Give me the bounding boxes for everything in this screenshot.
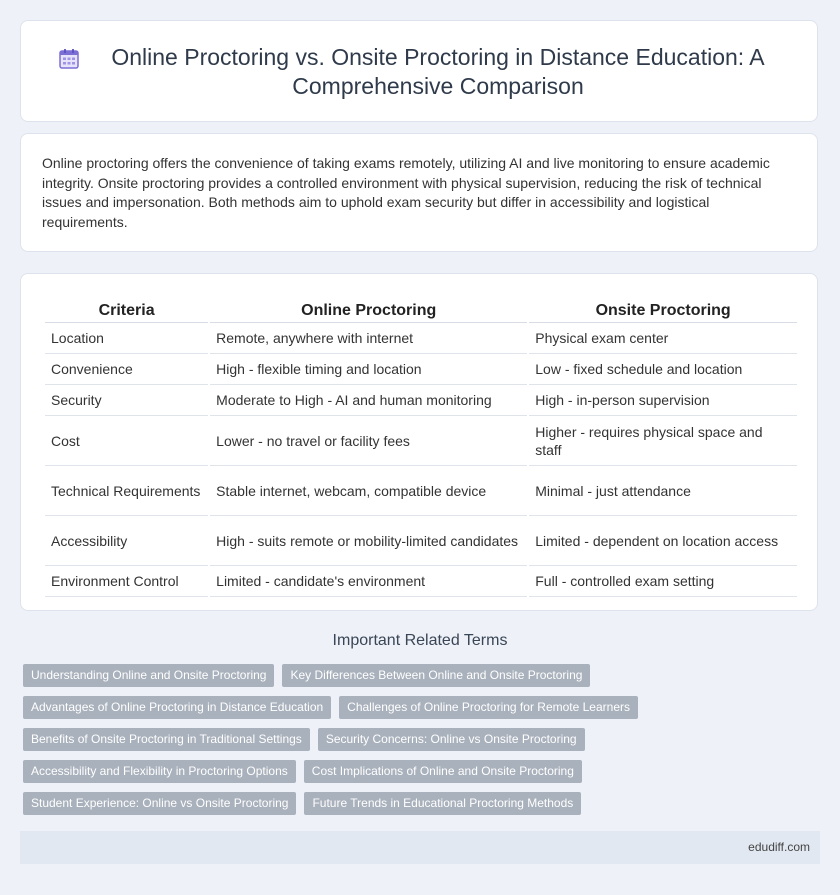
table-cell-onsite: Higher - requires physical space and staff bbox=[529, 416, 797, 466]
related-term-tag[interactable]: Student Experience: Online vs Onsite Proctoring bbox=[23, 792, 296, 815]
intro-card bbox=[20, 133, 818, 252]
related-term-tag[interactable]: Accessibility and Flexibility in Proctoring Options bbox=[23, 760, 296, 783]
page-title: Online Proctoring vs. Onsite Proctoring in Distance Education: A Comprehensive Comparison bbox=[111, 44, 765, 99]
table-cell-onsite: Low - fixed schedule and location bbox=[529, 354, 797, 385]
table-cell-online: Remote, anywhere with internet bbox=[210, 323, 527, 354]
table-cell-onsite: Limited - dependent on location access bbox=[529, 516, 797, 566]
table-cell-criteria: Location bbox=[45, 323, 208, 354]
related-terms-title: Important Related Terms bbox=[332, 632, 508, 649]
table-cell-online: Stable internet, webcam, compatible device bbox=[210, 466, 527, 516]
table-cell-criteria: Security bbox=[45, 385, 208, 416]
intro-paragraph: Online proctoring offers the convenience of taking exams remotely, utilizing AI and live monitoring to ensure academic integrity. Onsite proctoring provides a controlled environment with physical supervision, reducing the risk of technical issues and impersonation. Both methods aim to uphold exam security but differ in accessibility and logistical requirements. bbox=[42, 155, 770, 230]
related-term-tag[interactable]: Benefits of Onsite Proctoring in Traditional Settings bbox=[23, 728, 310, 751]
table-cell-criteria: Environment Control bbox=[45, 566, 208, 597]
table-row bbox=[45, 323, 797, 354]
table-cell-online: High - suits remote or mobility-limited candidates bbox=[210, 516, 527, 566]
table-cell-onsite: High - in-person supervision bbox=[529, 385, 797, 416]
related-term-tag[interactable]: Cost Implications of Online and Onsite Proctoring bbox=[304, 760, 582, 783]
table-cell-online: Lower - no travel or facility fees bbox=[210, 416, 527, 466]
table-row bbox=[45, 354, 797, 385]
related-term-tag[interactable]: Key Differences Between Online and Onsite Proctoring bbox=[282, 664, 590, 687]
table-cell-online: High - flexible timing and location bbox=[210, 354, 527, 385]
footer-site-link[interactable]: edudiff.com bbox=[748, 840, 810, 854]
table-row bbox=[45, 566, 797, 597]
table-cell-criteria: Accessibility bbox=[45, 516, 208, 566]
table-cell-criteria: Convenience bbox=[45, 354, 208, 385]
table-row bbox=[45, 416, 797, 466]
related-term-tag[interactable]: Advantages of Online Proctoring in Distance Education bbox=[23, 696, 331, 719]
table-cell-criteria: Technical Requirements bbox=[45, 466, 208, 516]
table-cell-online: Limited - candidate's environment bbox=[210, 566, 527, 597]
title-card bbox=[20, 20, 818, 122]
comparison-table-card bbox=[20, 273, 818, 611]
table-cell-onsite: Minimal - just attendance bbox=[529, 466, 797, 516]
table-row bbox=[45, 516, 797, 566]
comparison-table bbox=[43, 294, 799, 597]
related-term-tag[interactable]: Understanding Online and Onsite Proctoring bbox=[23, 664, 274, 687]
related-term-tag[interactable]: Security Concerns: Online vs Onsite Proctoring bbox=[318, 728, 585, 751]
table-cell-onsite: Full - controlled exam setting bbox=[529, 566, 797, 597]
table-cell-criteria: Cost bbox=[45, 416, 208, 466]
related-term-tag[interactable]: Future Trends in Educational Proctoring Methods bbox=[304, 792, 581, 815]
table-header-criteria: Criteria bbox=[45, 294, 208, 323]
footer bbox=[20, 831, 820, 864]
table-row bbox=[45, 466, 797, 516]
related-term-tag[interactable]: Challenges of Online Proctoring for Remote Learners bbox=[339, 696, 638, 719]
table-cell-online: Moderate to High - AI and human monitoring bbox=[210, 385, 527, 416]
table-cell-onsite: Physical exam center bbox=[529, 323, 797, 354]
related-terms-list bbox=[23, 664, 813, 824]
table-header-online: Online Proctoring bbox=[210, 294, 527, 323]
table-header-onsite: Onsite Proctoring bbox=[529, 294, 797, 323]
table-row bbox=[45, 385, 797, 416]
